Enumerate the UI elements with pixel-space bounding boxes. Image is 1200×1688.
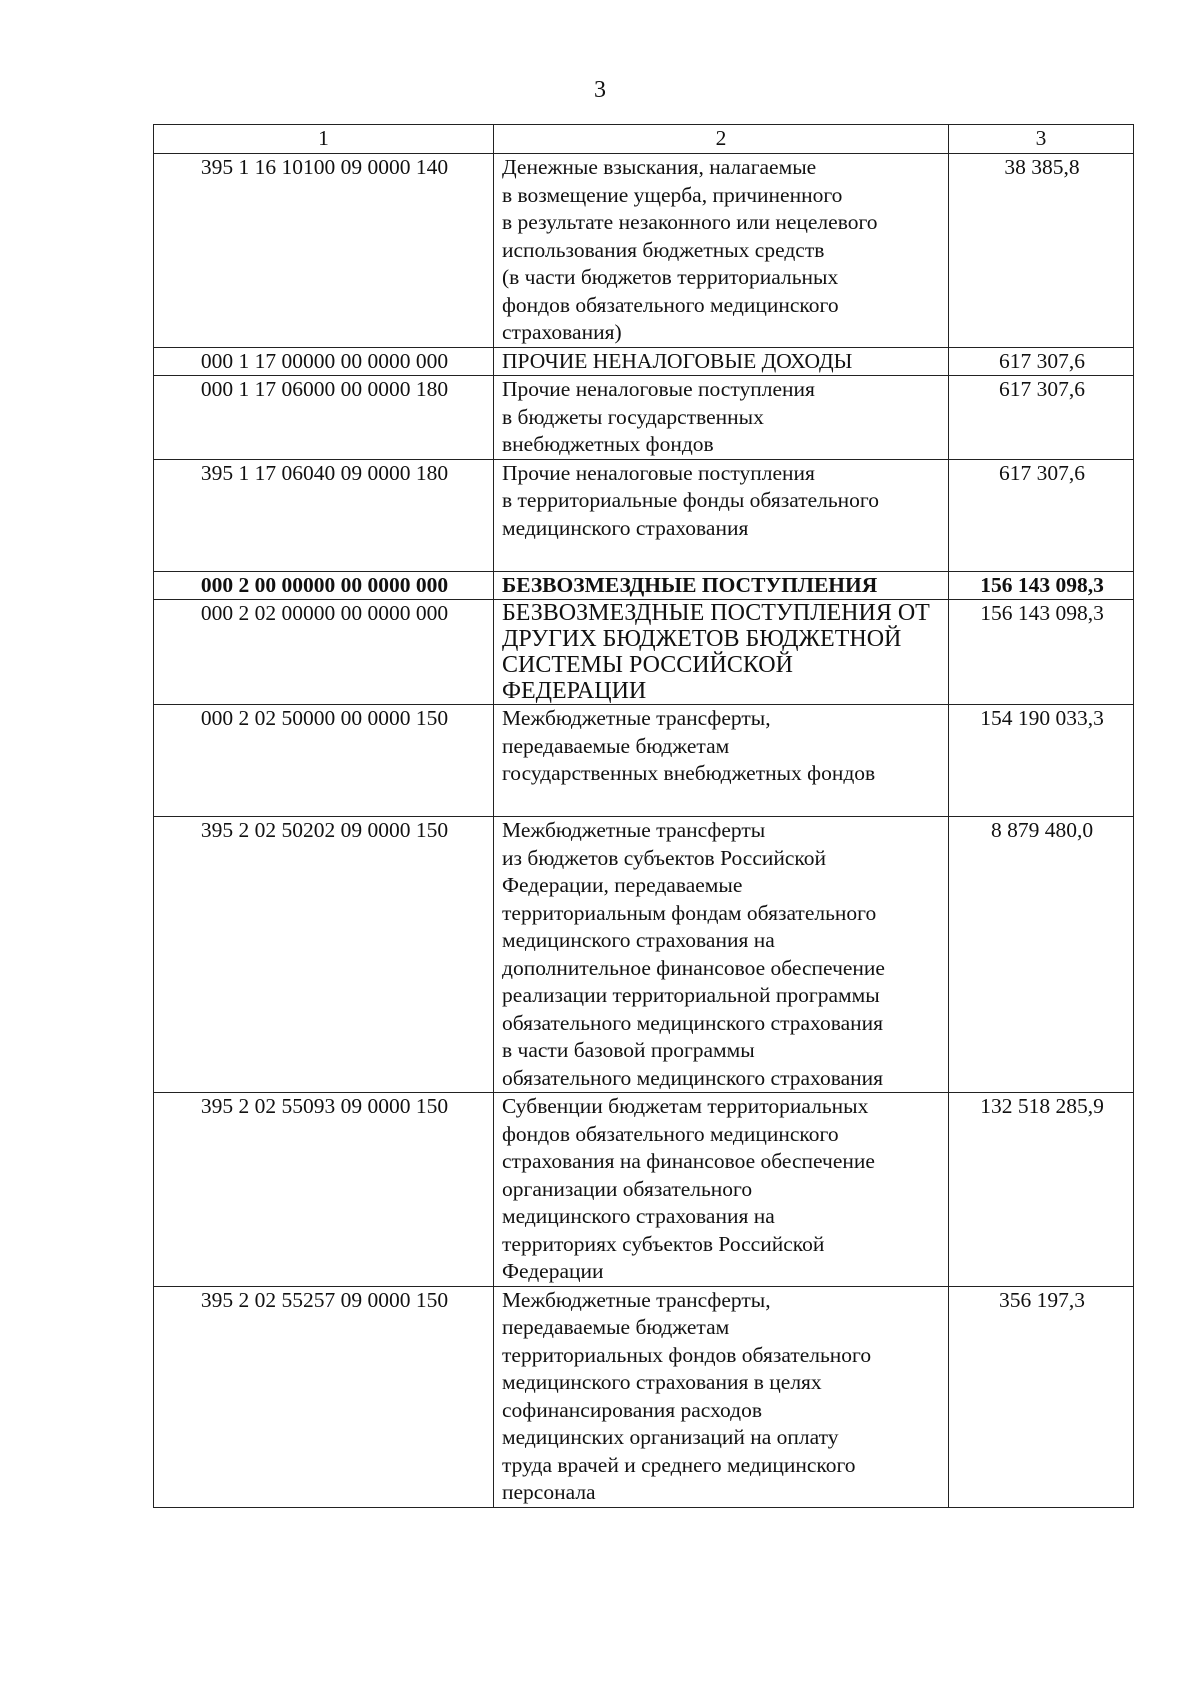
table-row: [154, 459, 1134, 571]
amount: 132 518 285,9: [949, 1093, 1134, 1287]
description-line: СИСТЕМЫ РОССИЙСКОЙ: [502, 652, 793, 678]
description-line: медицинского страхования на: [502, 928, 775, 952]
description-line: персонала: [502, 1480, 596, 1504]
column-header-3: 3: [949, 125, 1134, 154]
revenue-table: [153, 124, 1134, 1508]
amount: 617 307,6: [949, 459, 1134, 571]
description-line: передаваемые бюджетам: [502, 1315, 730, 1339]
description-line: ДРУГИХ БЮДЖЕТОВ БЮДЖЕТНОЙ: [502, 626, 902, 652]
description-line: софинансирования расходов: [502, 1397, 762, 1422]
description-line: Межбюджетные трансферты,: [502, 706, 771, 730]
description-line: ПРОЧИЕ НЕНАЛОГОВЫЕ ДОХОДЫ: [502, 348, 853, 373]
description-line: медицинских организаций на оплату: [502, 1425, 839, 1449]
amount: 38 385,8: [949, 154, 1134, 348]
description-line: медицинского страхования в целях: [502, 1370, 822, 1394]
table-row: [154, 376, 1134, 460]
description-line: передаваемые бюджетам: [502, 733, 730, 758]
revenue-description: [494, 1286, 949, 1507]
table-row: [154, 154, 1134, 348]
table-row: [154, 600, 1134, 705]
amount: 156 143 098,3: [949, 571, 1134, 600]
description-line: Прочие неналоговые поступления: [502, 460, 815, 485]
budget-code: 395 2 02 50202 09 0000 150: [154, 817, 494, 1093]
description-line: БЕЗВОЗМЕЗДНЫЕ ПОСТУПЛЕНИЯ ОТ: [502, 600, 930, 626]
description-line: в результате незаконного или нецелевого: [502, 210, 878, 234]
description-line: страхования на финансовое обеспечение: [502, 1149, 875, 1173]
description-line: обязательного медицинского страхования: [502, 1010, 884, 1035]
amount: 154 190 033,3: [949, 705, 1134, 817]
table-row: [154, 1286, 1134, 1507]
table-row: [154, 1093, 1134, 1287]
description-line: в возмещение ущерба, причиненного: [502, 182, 843, 207]
description-line: реализации территориальной программы: [502, 983, 880, 1007]
description-line: территориях субъектов Российской: [502, 1231, 825, 1256]
table-row: [154, 347, 1134, 376]
description-line: дополнительное финансовое обеспечение: [502, 955, 885, 980]
revenue-description: [494, 459, 949, 571]
budget-code: 395 1 16 10100 09 0000 140: [154, 154, 494, 348]
description-line: Прочие неналоговые поступления: [502, 377, 815, 401]
budget-code: 000 2 00 00000 00 0000 000: [154, 571, 494, 600]
description-line: организации обязательного: [502, 1176, 753, 1201]
description-line: обязательного медицинского страхования: [502, 1065, 884, 1090]
amount: 356 197,3: [949, 1286, 1134, 1507]
amount: 156 143 098,3: [949, 600, 1134, 705]
budget-code: 395 2 02 55257 09 0000 150: [154, 1286, 494, 1507]
description-line: ФЕДЕРАЦИИ: [502, 678, 647, 704]
page-number: 3: [594, 77, 606, 103]
budget-code: 395 1 17 06040 09 0000 180: [154, 459, 494, 571]
revenue-description: [494, 600, 949, 705]
description-line: фондов обязательного медицинского: [502, 1121, 839, 1146]
description-line: из бюджетов субъектов Российской: [502, 845, 827, 870]
description-line: труда врачей и среднего медицинского: [502, 1452, 856, 1477]
amount: 617 307,6: [949, 347, 1134, 376]
revenue-description: [494, 376, 949, 460]
revenue-description: [494, 347, 949, 376]
description-line: использования бюджетных средств: [502, 237, 825, 262]
amount: 617 307,6: [949, 376, 1134, 460]
revenue-description: [494, 154, 949, 348]
description-line: Денежные взыскания, налагаемые: [502, 155, 817, 179]
budget-code: 000 1 17 00000 00 0000 000: [154, 347, 494, 376]
description-line: территориальных фондов обязательного: [502, 1342, 872, 1367]
description-line: в части базовой программы: [502, 1038, 755, 1062]
amount: 8 879 480,0: [949, 817, 1134, 1093]
description-line: внебюджетных фондов: [502, 432, 714, 456]
revenue-description: [494, 705, 949, 817]
description-line: Межбюджетные трансферты: [502, 818, 766, 842]
column-header-1: 1: [154, 125, 494, 154]
description-line: государственных внебюджетных фондов: [502, 761, 876, 785]
description-line: Федерации: [502, 1259, 604, 1283]
table-row: [154, 705, 1134, 817]
description-line: медицинского страхования на: [502, 1204, 775, 1228]
table-row: [154, 571, 1134, 600]
revenue-description: [494, 817, 949, 1093]
description-line: Межбюджетные трансферты,: [502, 1287, 771, 1312]
revenue-description: [494, 571, 949, 600]
budget-code: 395 2 02 55093 09 0000 150: [154, 1093, 494, 1287]
description-line: медицинского страхования: [502, 515, 749, 540]
description-line: территориальным фондам обязательного: [502, 900, 877, 925]
description-line: в бюджеты государственных: [502, 404, 764, 429]
table-row: [154, 817, 1134, 1093]
description-line: БЕЗВОЗМЕЗДНЫЕ ПОСТУПЛЕНИЯ: [502, 572, 878, 597]
table-header-row: [154, 125, 1134, 154]
description-line: фондов обязательного медицинского: [502, 292, 839, 317]
revenue-description: [494, 1093, 949, 1287]
description-line: страхования): [502, 320, 622, 344]
budget-code: 000 2 02 00000 00 0000 000: [154, 600, 494, 705]
description-line: в территориальные фонды обязательного: [502, 488, 879, 512]
description-line: Федерации, передаваемые: [502, 873, 743, 897]
column-header-2: 2: [494, 125, 949, 154]
description-line: (в части бюджетов территориальных: [502, 265, 839, 289]
budget-code: 000 2 02 50000 00 0000 150: [154, 705, 494, 817]
budget-code: 000 1 17 06000 00 0000 180: [154, 376, 494, 460]
description-line: Субвенции бюджетам территориальных: [502, 1094, 869, 1118]
